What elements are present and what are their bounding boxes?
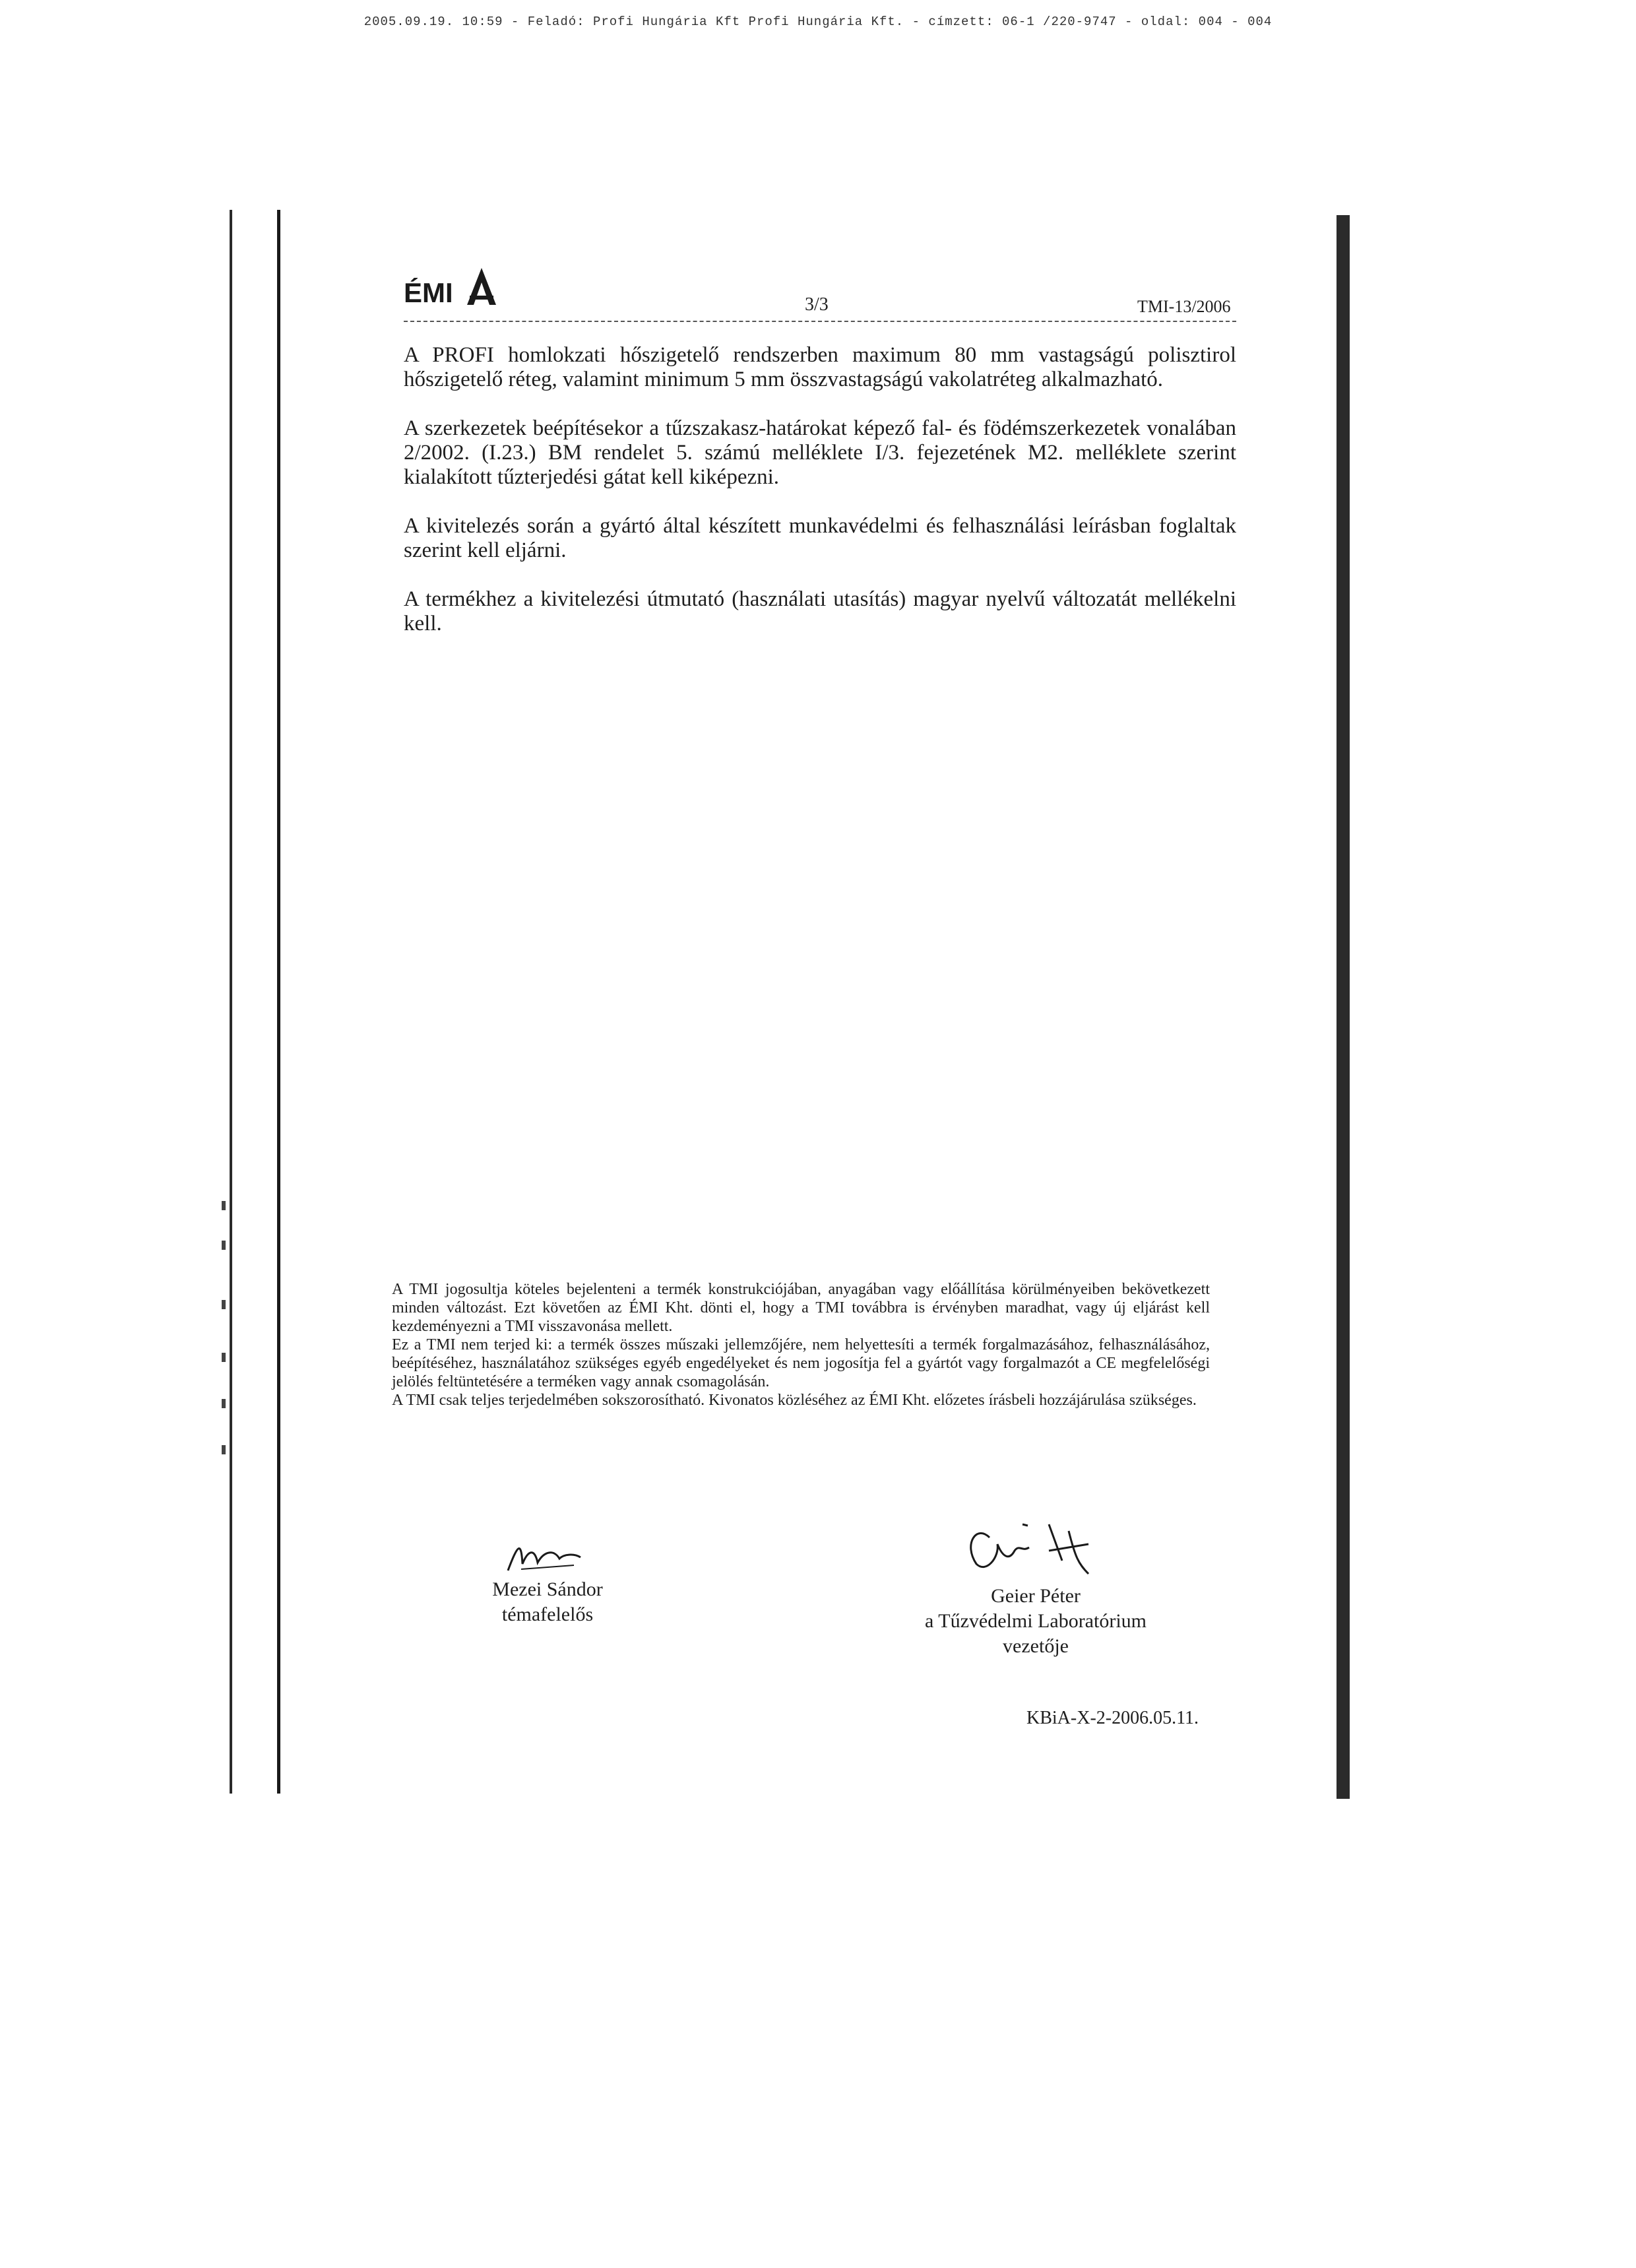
- signatory-name: Geier Péter: [991, 1585, 1081, 1607]
- fax-scan-line-right: [1337, 215, 1350, 1799]
- notice-paragraph: A TMI jogosultja köteles bejelenteni a termék konstrukciójában, anyagában vagy előállítása körülményeiben bekövetkezett minden változást. Ezt követően az ÉMI Kht. dönti el, hogy a TMI továbbra is érvényben maradhat, vagy új eljárást kell kezdeményezni a TMI visszavonása mellett.: [392, 1281, 1210, 1335]
- signatory-name: Mezei Sándor: [492, 1578, 603, 1600]
- document-reference: TMI-13/2006: [1137, 297, 1231, 316]
- signatory-title: a Tűzvédelmi Laboratórium: [925, 1610, 1147, 1632]
- emi-logo-icon: [404, 263, 503, 309]
- signatory-title: témafelelős: [501, 1604, 594, 1625]
- body-text: [404, 343, 1236, 661]
- notice-paragraph: A TMI csak teljes terjedelmében sokszorosítható. Kivonatos közléséhez az ÉMI Kht. előzetes írásbeli hozzájárulása szükséges.: [392, 1392, 1197, 1409]
- paragraph: A PROFI homlokzati hőszigetelő rendszerben maximum 80 mm vastagságú polisztirol hőszigetelő réteg, valamint minimum 5 mm összvastagságú vakolatréteg alkalmazható.: [404, 343, 1236, 391]
- fax-scan-line-left-inner: [277, 210, 280, 1794]
- notice-paragraph: Ez a TMI nem terjed ki: a termék összes műszaki jellemzőjére, nem helyettesíti a termék forgalmazásához, felhasználásához, beépítéséhez, használatához szükséges egyéb engedélyeket és nem jogosítja fel a gyártót vagy forgalmazót a CE megfelelőségi jelölés feltüntetésére a terméken vagy annak csomagolásán.: [392, 1336, 1210, 1390]
- signature-block-right: [897, 1511, 1174, 1659]
- paragraph: A szerkezetek beépítésekor a tűzszakasz-határokat képező fal- és födémszerkezetek vonalában 2/2002. (I.23.) BM rendelet 5. számú melléklete I/3. fejezetének M2. melléklete szerint kialakított tűzterjedési gátat kell kiképezni.: [404, 416, 1236, 489]
- handwritten-signature-icon: [482, 1531, 614, 1577]
- signature-block-left: [449, 1531, 646, 1627]
- header-divider: [404, 321, 1236, 322]
- fax-scan-line-left: [230, 210, 232, 1794]
- page-number: 3/3: [805, 294, 829, 315]
- legal-notice: [392, 1280, 1210, 1409]
- paragraph: A termékhez a kivitelezési útmutató (használati utasítás) magyar nyelvű változatát mellékelni kell.: [404, 587, 1236, 635]
- handwritten-signature-icon: [937, 1511, 1135, 1584]
- margin-ticks: [218, 1201, 231, 1478]
- signatory-title-cont: vezetője: [1003, 1635, 1069, 1657]
- svg-text:ÉMI: ÉMI: [404, 277, 453, 308]
- fax-header: 2005.09.19. 10:59 - Feladó: Profi Hungária Kft Profi Hungária Kft. - címzett: 06-1 /220-9747 - oldal: 004 - 004: [363, 15, 1273, 29]
- document-code: KBiA-X-2-2006.05.11.: [1026, 1708, 1199, 1728]
- paragraph: A kivitelezés során a gyártó által készített munkavédelmi és felhasználási leírásban foglaltak szerint kell eljárni.: [404, 514, 1236, 562]
